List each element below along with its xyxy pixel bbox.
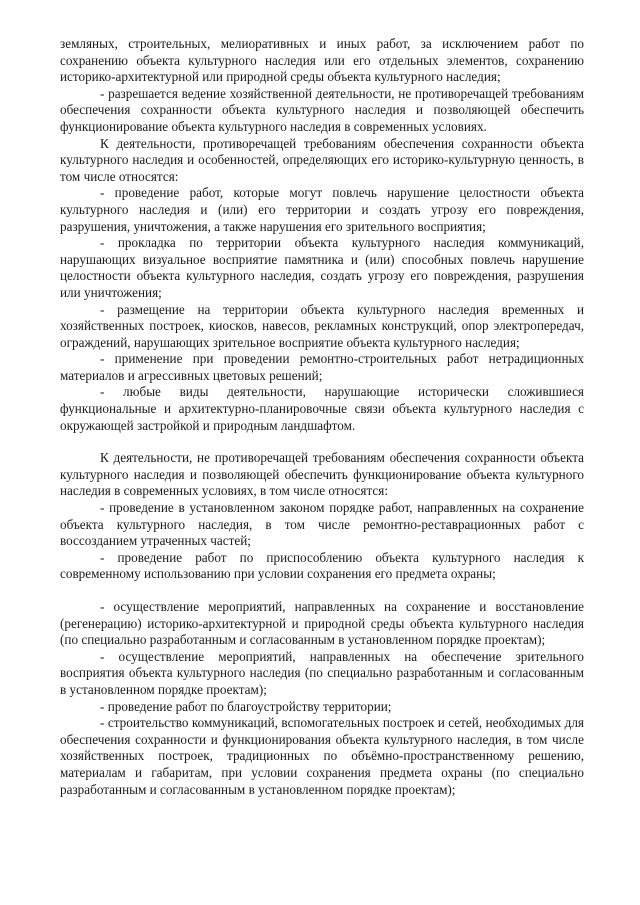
paragraph-8: - любые виды деятельности, нарушающие исторически сложившиеся функциональные и архитектурно-планировочные связи объекта культурного наследия с окружающей застройкой и природным ландшафтом. <box>60 384 584 433</box>
paragraph-11: - проведение работ по приспособлению объекта культурного наследия к современному использованию при условии сохранения его предмета охраны; <box>60 549 584 582</box>
paragraph-10: - проведение в установленном законом порядке работ, направленных на сохранение объекта культурного наследия, в том числе ремонтно-реставрационных работ с воссозданием утраченных частей; <box>60 500 584 549</box>
paragraph-15: - строительство коммуникаций, вспомогательных построек и сетей, необходимых для обеспечения сохранности и функционирования объекта культурного наследия, в том числе хозяйственных построек, традиционных по объёмно-пространственному решению, материалам и габаритам, при условии сохранения предмета охраны (по специально разработанным и согласованным в установленном порядке проектам); <box>60 715 584 797</box>
paragraph-7: - применение при проведении ремонтно-строительных работ нетрадиционных материалов и агрессивных цветовых решений; <box>60 351 584 383</box>
paragraph-9: К деятельности, не противоречащей требованиям обеспечения сохранности объекта культурного наследия и позволяющей обеспечить функционирование объекта культурного наследия в современных условиях, в том числе относятся: <box>60 450 584 499</box>
paragraph-12: - осуществление мероприятий, направленных на сохранение и восстановление (регенерацию) историко-архитектурной и природной среды объекта культурного наследия (по специально разработанным и согласованным в установленном порядке проектам); <box>60 599 584 648</box>
paragraph-5: - прокладка по территории объекта культурного наследия коммуникаций, нарушающих визуальное восприятие памятника и (или) способных повлечь нарушение целостности объекта культурного наследия, создать угрозу его повреждения, разрушения или уничтожения; <box>60 235 584 300</box>
paragraph-4: - проведение работ, которые могут повлечь нарушение целостности объекта культурного наследия и (или) его территории и создать угрозу его повреждения, разрушения, уничтожения, а также нарушения его зрительного восприятия; <box>60 185 584 234</box>
paragraph-3: К деятельности, противоречащей требованиям обеспечения сохранности объекта культурного наследия и особенностей, определяющих его историко-культурную ценность, в том числе относятся: <box>60 135 584 184</box>
paragraph-14: - проведение работ по благоустройству территории; <box>100 698 392 714</box>
paragraph-13: - осуществление мероприятий, направленных на обеспечение зрительного восприятия объекта культурного наследия (по специально разработанным и согласованным в установленном порядке проектам); <box>60 648 584 697</box>
paragraph-2: - разрешается ведение хозяйственной деятельности, не противоречащей требованиям обеспечения сохранности объекта культурного наследия и позволяющей обеспечить функционирование объекта культурного наследия в современных условиях. <box>60 85 584 134</box>
paragraph-6: - размещение на территории объекта культурного наследия временных и хозяйственных построек, киосков, навесов, рекламных конструкций, опор электропередач, ограждений, нарушающих зрительное восприятие объекта культурного наследия; <box>60 301 584 350</box>
paragraph-1: земляных, строительных, мелиоративных и иных работ, за исключением работ по сохранению объекта культурного наследия или его отдельных элементов, сохранению историко-архитектурной или природной среды объекта культурного наследия; <box>60 36 584 85</box>
document-page <box>60 36 584 798</box>
